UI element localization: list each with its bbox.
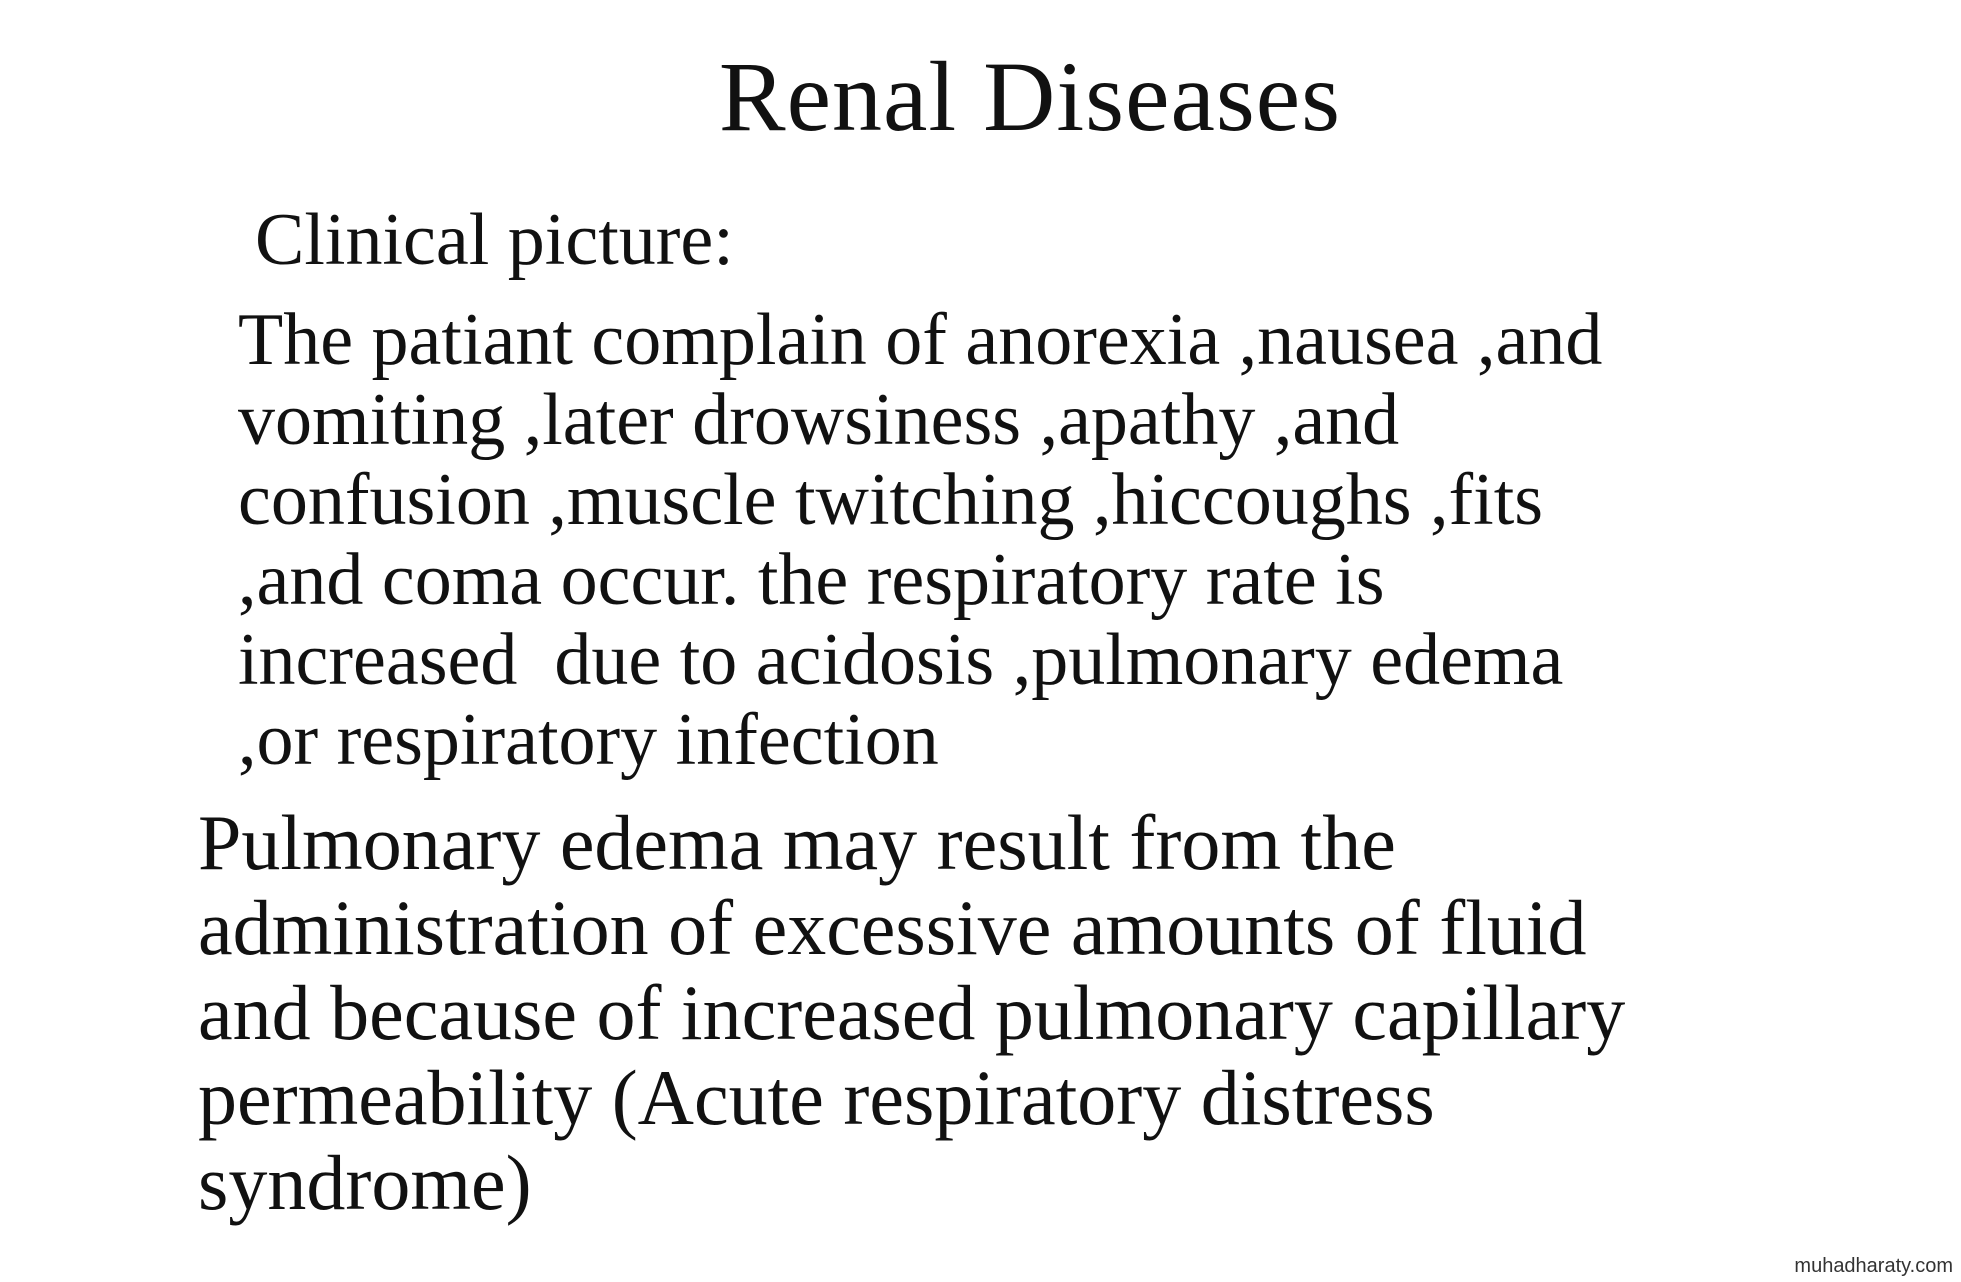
slide-title: Renal Diseases [718, 41, 1342, 152]
text-line: Pulmonary edema may result from the [198, 799, 1396, 886]
text-line: confusion ,muscle twitching ,hiccoughs ,fits [238, 459, 1544, 541]
watermark-text: muhadharaty.com [1794, 1255, 1953, 1277]
text-line: administration of excessive amounts of fluid [198, 884, 1587, 971]
text-line: vomiting ,later drowsiness ,apathy ,and [238, 379, 1400, 461]
text-line: ,or respiratory infection [238, 699, 939, 781]
paragraph-pulmonary-edema [198, 800, 1625, 1225]
text-line: and because of increased pulmonary capillary [198, 969, 1626, 1056]
text-line: permeability (Acute respiratory distress [198, 1054, 1435, 1141]
text-line: syndrome) [198, 1139, 532, 1226]
text-line: increased due to acidosis ,pulmonary edema [238, 619, 1564, 701]
section-label: Clinical picture: [255, 199, 734, 281]
text-line: ,and coma occur. the respiratory rate is [238, 539, 1385, 621]
text-line: The patiant complain of anorexia ,nausea ,and [238, 299, 1603, 381]
paragraph-clinical-picture [238, 300, 1602, 780]
